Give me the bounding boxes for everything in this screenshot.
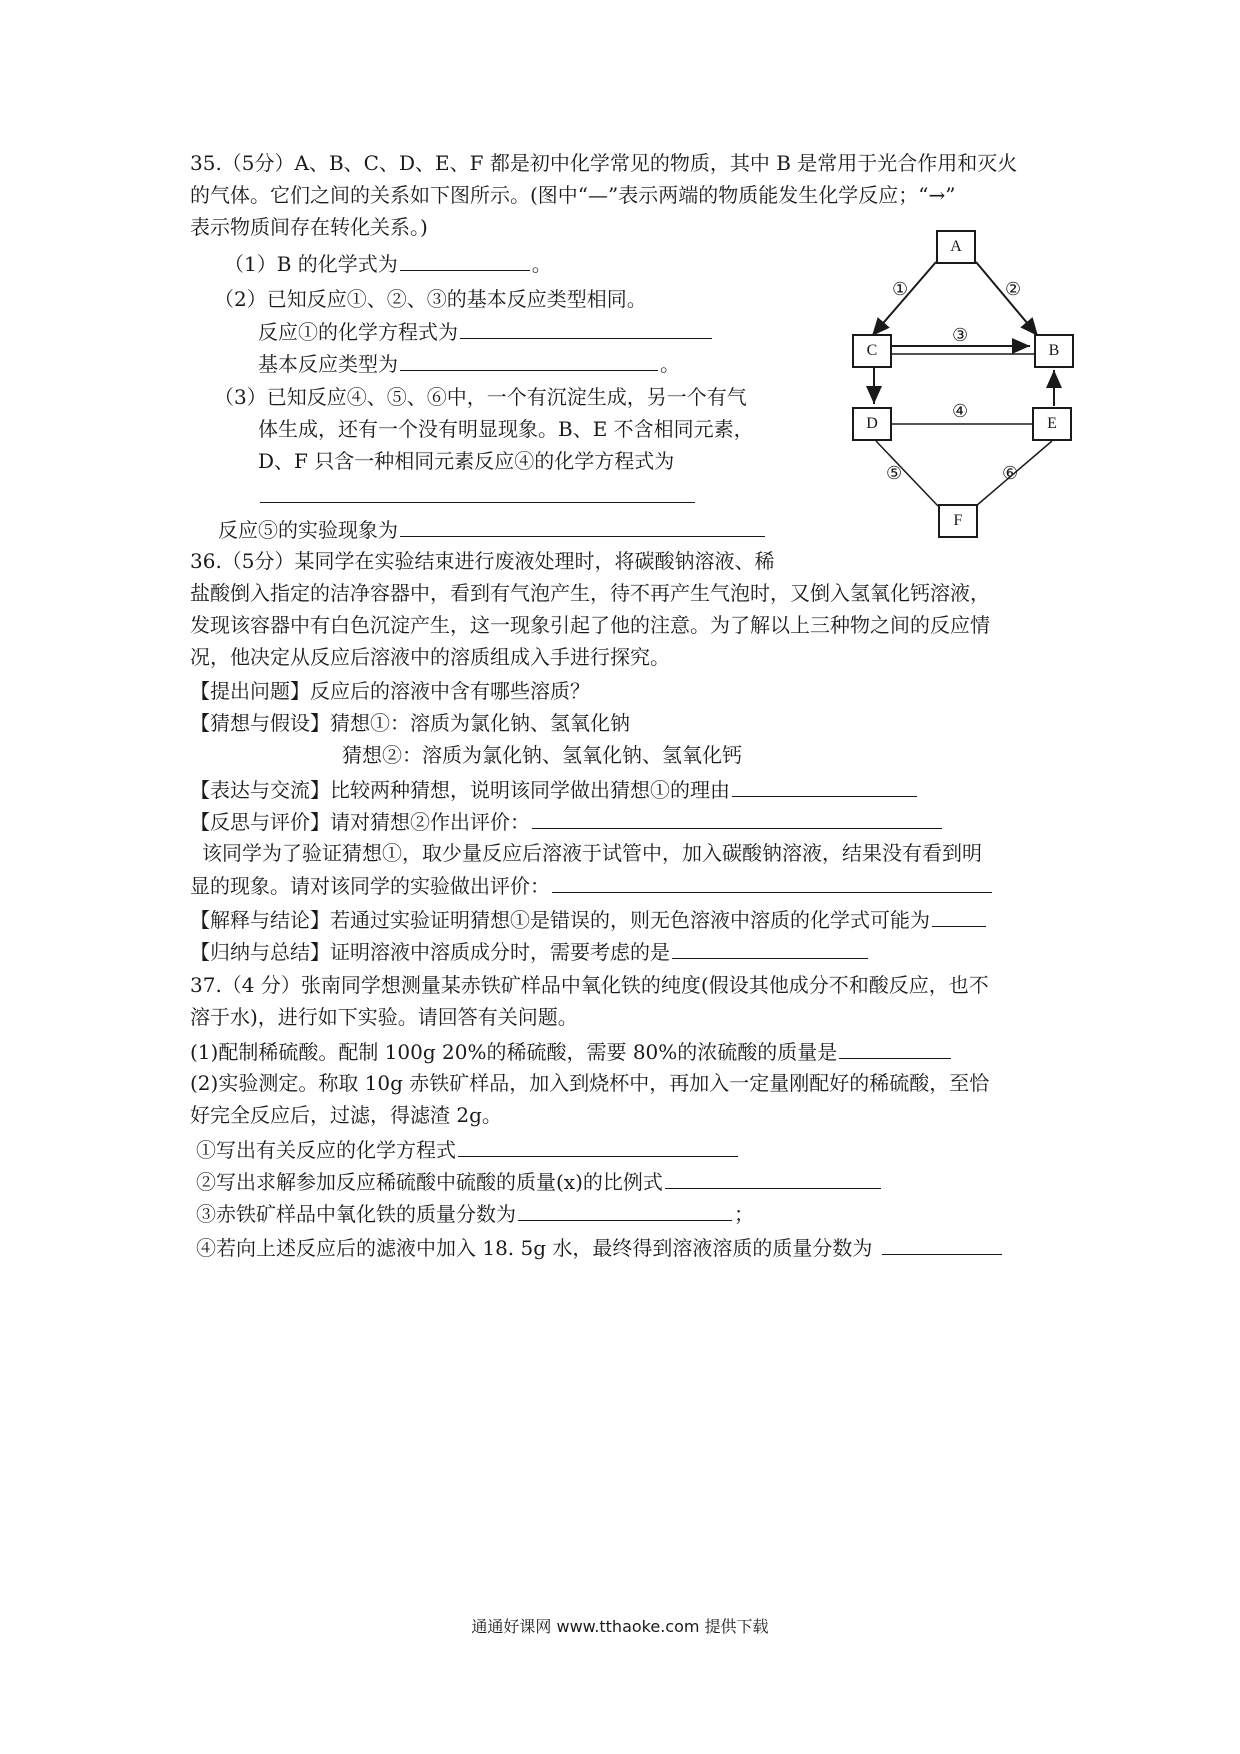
node-c: C (852, 334, 892, 368)
q36-line-3: 发现该容器中有白色沉淀产生，这一现象引起了他的注意。为了解以上三种物之间的反应情 (190, 613, 990, 637)
q36-guess-1: 【猜想与假设】猜想①：溶质为氯化钠、氢氧化钠 (190, 711, 630, 735)
node-f: F (938, 504, 978, 538)
q36-line-1: 36.（5分）某同学在实验结束进行废液处理时，将碳酸钠溶液、稀 (190, 549, 775, 573)
q37-part-1-text: (1)配制稀硫酸。配制 100g 20%的稀硫酸，需要 80%的浓硫酸的质量是 (190, 1040, 838, 1064)
q35-part-2b-end: 。 (660, 352, 680, 376)
answer-blank[interactable] (882, 1232, 1002, 1255)
q35-part-3b: 体生成，还有一个没有明显现象。B、E 不含相同元素， (258, 417, 754, 441)
answer-blank[interactable] (732, 774, 917, 797)
q35-part-2a-text: 反应①的化学方程式为 (258, 320, 458, 344)
q35-line-3: 表示物质间存在转化关系。) (190, 215, 428, 239)
q37-step-2 (196, 1166, 883, 1197)
q35-part-3e-text: 反应⑤的实验现象为 (218, 518, 398, 542)
node-b: B (1034, 334, 1074, 368)
q36-summary-text: 【归纳与总结】证明溶液中溶质成分时，需要考虑的是 (190, 940, 670, 964)
q35-line-2: 的气体。它们之间的关系如下图所示。(图中“—”表示两端的物质能发生化学反应；“→” (190, 183, 956, 207)
q37-line-2: 溶于水)，进行如下实验。请回答有关问题。 (190, 1005, 578, 1029)
q36-verify-2 (190, 870, 994, 901)
reaction-label-1: ① (892, 279, 909, 300)
answer-blank[interactable] (532, 806, 942, 829)
q37-line-1: 37.（4 分）张南同学想测量某赤铁矿样品中氧化铁的纯度(假设其他成分不和酸反应，也不 (190, 973, 989, 997)
answer-blank[interactable] (932, 904, 986, 927)
reaction-label-3: ③ (952, 325, 969, 346)
node-e: E (1032, 407, 1072, 441)
reaction-edges (0, 0, 1240, 600)
q36-express-text: 【表达与交流】比较两种猜想，说明该同学做出猜想①的理由 (190, 778, 730, 802)
q37-step-1 (196, 1134, 740, 1165)
q37-step-3 (196, 1198, 754, 1229)
q37-part-1 (190, 1036, 953, 1067)
q36-line-2: 盐酸倒入指定的洁净容器中，看到有气泡产生，待不再产生气泡时，又倒入氢氧化钙溶液， (190, 581, 990, 605)
reaction-label-2: ② (1005, 279, 1022, 300)
q36-guess-2: 猜想②：溶质为氯化钠、氢氧化钠、氢氧化钙 (342, 743, 742, 767)
answer-blank[interactable] (458, 1134, 738, 1157)
page-footer: 通通好课网 www.tthaoke.com 提供下载 (471, 1617, 769, 1636)
q36-verify-2-text: 显的现象。请对该同学的实验做出评价： (190, 874, 550, 898)
reaction-label-4: ④ (952, 401, 969, 422)
q37-step-3-end: ； (734, 1202, 754, 1226)
answer-blank[interactable] (665, 1166, 881, 1189)
q37-step-3-text: ③赤铁矿样品中氧化铁的质量分数为 (196, 1202, 516, 1226)
q35-part-1-end: 。 (531, 252, 552, 276)
q37-step-4-text: ④若向上述反应后的滤液中加入 18. 5g 水，最终得到溶液溶质的质量分数为 (196, 1236, 873, 1260)
q36-summary (190, 936, 870, 967)
answer-blank[interactable] (839, 1036, 951, 1059)
q37-step-2-text: ②写出求解参加反应稀硫酸中硫酸的质量(x)的比例式 (196, 1170, 663, 1194)
q36-ask: 【提出问题】反应后的溶液中含有哪些溶质？ (190, 679, 590, 703)
answer-blank[interactable] (518, 1198, 732, 1221)
reaction-label-6: ⑥ (1002, 463, 1019, 484)
q35-part-3a: （3）已知反应④、⑤、⑥中，一个有沉淀生成，另一个有气 (214, 385, 747, 409)
q35-part-2: （2）已知反应①、②、③的基本反应类型相同。 (214, 287, 647, 311)
q36-line-4: 况，他决定从反应后溶液中的溶质组成入手进行探究。 (190, 645, 670, 669)
node-a: A (936, 230, 976, 264)
q36-express (190, 774, 919, 805)
answer-blank[interactable] (552, 870, 992, 893)
answer-blank[interactable] (672, 936, 868, 959)
q37-step-1-text: ①写出有关反应的化学方程式 (196, 1138, 456, 1162)
reaction-diagram (0, 0, 1240, 600)
q35-part-2b-text: 基本反应类型为 (258, 352, 398, 376)
q36-verify-1: 该同学为了验证猜想①，取少量反应后溶液于试管中，加入碳酸钠溶液，结果没有看到明 (202, 841, 982, 865)
q36-explain (190, 904, 988, 935)
q37-step-4 (196, 1232, 1004, 1263)
q37-part-2b: 好完全反应后，过滤，得滤渣 2g。 (190, 1103, 502, 1127)
reaction-label-5: ⑤ (886, 463, 903, 484)
q36-reflect (190, 806, 944, 837)
q37-part-2a: (2)实验测定。称取 10g 赤铁矿样品，加入到烧杯中，再加入一定量刚配好的稀硫酸，至恰 (190, 1071, 990, 1095)
q36-reflect-text: 【反思与评价】请对猜想②作出评价： (190, 810, 530, 834)
q35-part-3c: D、F 只含一种相同元素反应④的化学方程式为 (258, 449, 675, 473)
node-d: D (852, 407, 892, 441)
q35-line-1: 35.（5分）A、B、C、D、E、F 都是初中化学常见的物质，其中 B 是常用于光合作用和灭火 (190, 151, 1018, 175)
q35-part-1-text: （1）B 的化学式为 (224, 252, 398, 276)
q36-explain-text: 【解释与结论】若通过实验证明猜想①是错误的，则无色溶液中溶质的化学式可能为 (190, 908, 930, 932)
